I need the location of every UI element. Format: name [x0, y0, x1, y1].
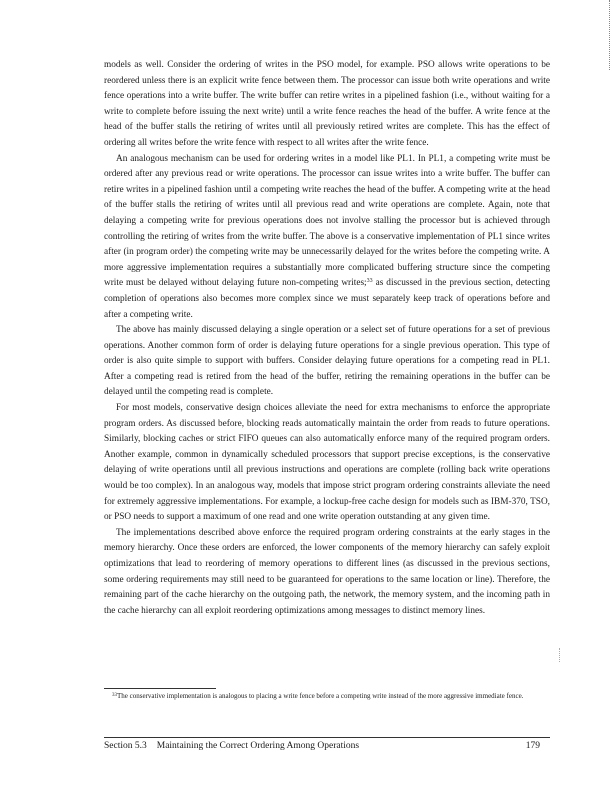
footnote: [104, 692, 550, 702]
paragraph: [104, 152, 550, 324]
paragraph: For most models, conservative design choices alleviate the need for extra mechanisms to enforce the appropriate program orders. As discussed before, blocking reads automatically maintain the order from reads to future operations. Similarly, blocking caches or strict FIFO queues can also automatically enforce many of the required program orders. Another example, common in dynamically scheduled processors that support precise exceptions, is the conservative delaying of write operations until all previous instructions and operations are complete (rolling back write operations would be too complex). In an analogous way, models that impose strict program ordering constraints alleviate the need for extremely aggressive implementations. For example, a lockup-free cache design for models such as IBM-370, TSO, or PSO needs to support a maximum of one read and one write operation outstanding at any given time.: [104, 403, 550, 523]
paragraph: models as well. Consider the ordering of writes in the PSO model, for example. PSO allows write operations to be reordered unless there is an explicit write fence between them. The processor can issue both write operations and write fence operations into a write buffer. The write buffer can retire writes in a pipelined fashion (i.e., without waiting for a write to complete before issuing the next write) until a write fence reaches the head of the buffer. A write fence at the head of the buffer stalls the retiring of writes until all previously retired writes are complete. This has the effect of ordering all writes before the write fence with respect to all writes after the write fence.: [104, 60, 550, 148]
paragraph: The above has mainly discussed delaying a single operation or a select set of future operations for a set of previous operations. Another common form of order is delaying future operations for a single previous operation. This type of order is also quite simple to support with buffers. Consider delaying future operations for a competing read in PL1. After a competing read is retired from the head of the buffer, retiring the remaining operations in the buffer can be delayed until the competing read is complete.: [104, 325, 550, 398]
footer-divider: [104, 737, 550, 738]
running-footer: [104, 741, 359, 751]
footer-section-number: Section 5.3: [104, 741, 147, 751]
scan-edge-mark: [558, 648, 560, 662]
paragraph-text: An analogous mechanism can be used for ordering writes in a model like PL1. In PL1, a competing write must be ordered after any previous read or write operations. The processor can issue writes into a write buffer. The buffer can retire writes in a pipelined fashion until a competing write reaches the head of the buffer. A competing write at the head of the buffer stalls the retiring of writes until all previous read and write operations are complete. Again, note that delaying a competing write for previous operations does not involve stalling the processor but is achieved through controlling the retiring of writes from the write buffer. The above is a conservative implementation of PL1 since writes after (in program order) the competing write may be unnecessarily delayed for the writes before the competing write. A more aggressive implementation requires a substantially more complicated buffering structure since the competing write must be delayed without delaying future non-competing writes;: [104, 153, 550, 289]
footer-section-title: Maintaining the Correct Ordering Among Operations: [156, 741, 360, 751]
footnote-divider: [104, 688, 216, 689]
page-number: 179: [525, 741, 540, 751]
paragraph: The implementations described above enforce the required program ordering constraints at the early stages in the memory hierarchy. Once these orders are enforced, the lower components of the memory hierarchy can safely exploit optimizations that lead to reordering of memory operations to different lines (as discussed in the previous sections, some ordering requirements may still need to be guaranteed for operations to the same location or line). Therefore, the remaining part of the cache hierarchy on the outgoing path, the network, the memory system, and the incoming path in the cache hierarchy can all exploit reordering optimizations among messages to distinct memory lines.: [104, 527, 550, 616]
footnote-text: The conservative implementation is analogous to placing a write fence before a competing write instead of the more aggressive immediate fence.: [117, 692, 524, 700]
scan-edge-mark: [608, 0, 610, 70]
footnote-reference: 33: [366, 278, 373, 285]
page-body: [104, 58, 550, 619]
paragraph-text: as discussed in the previous section, detecting completion of operations also becomes more complex since we must separately keep track of operations before and after a competing write.: [104, 278, 550, 320]
footnote-number: 33: [112, 693, 117, 698]
